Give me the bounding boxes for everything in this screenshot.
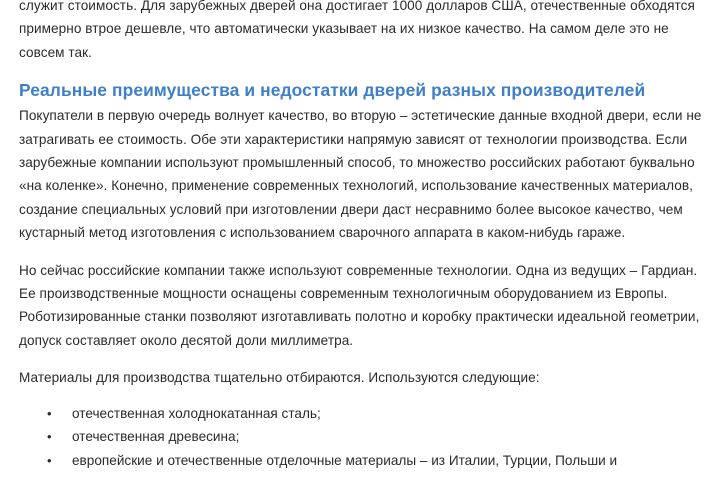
paragraph-guardian: Но сейчас российские компании также используют современные технологии. Одна из ведущих – Гардиан. Ее производственные мощности оснащены современным технологичным оборудованием из Европы. Роботизированные станки позволяют изготавливать полотно и коробку практически идеальной геометрии, допуск составляет около десятой доли миллиметра. [19, 262, 700, 348]
list-item [19, 425, 709, 448]
intro-paragraph: служит стоимость. Для зарубежных дверей она достигает 1000 долларов США, отечественные обходятся примерно втрое дешевле, что автоматически указывает на их низкое качество. На самом деле это не совсем так. [19, 0, 695, 60]
list-item-text: европейские и отечественные отделочные материалы – из Италии, Турции, Польши и [72, 452, 618, 468]
paragraph-materials: Материалы для производства тщательно отбираются. Используются следующие: [19, 370, 540, 386]
bullet-icon: • [47, 429, 52, 445]
list-item [19, 449, 709, 472]
list-item [19, 402, 709, 425]
materials-list [19, 402, 709, 472]
article [19, 0, 709, 472]
list-item-text: отечественная древесина; [72, 429, 240, 445]
list-item-text: отечественная холоднокатанная сталь; [72, 405, 321, 421]
section-heading: Реальные преимущества и недостатки дверей разных производителей [19, 80, 646, 101]
paragraph-quality: Покупатели в первую очередь волнует качество, во вторую – эстетические данные входной двери, если не затрагивать ее стоимость. Обе эти характеристики напрямую зависят от технологии производства. Если зарубежные компании используют промышленный способ, то множество российских работают буквально «на коленке». Конечно, применение современных технологий, использование качественных материалов, создание специальных условий при изготовлении двери даст несравнимо более высокое качество, чем кустарный метод изготовления с использованием сварочного аппарата в каком-нибудь гараже. [19, 108, 702, 241]
bullet-icon: • [47, 405, 52, 421]
bullet-icon: • [47, 452, 52, 468]
